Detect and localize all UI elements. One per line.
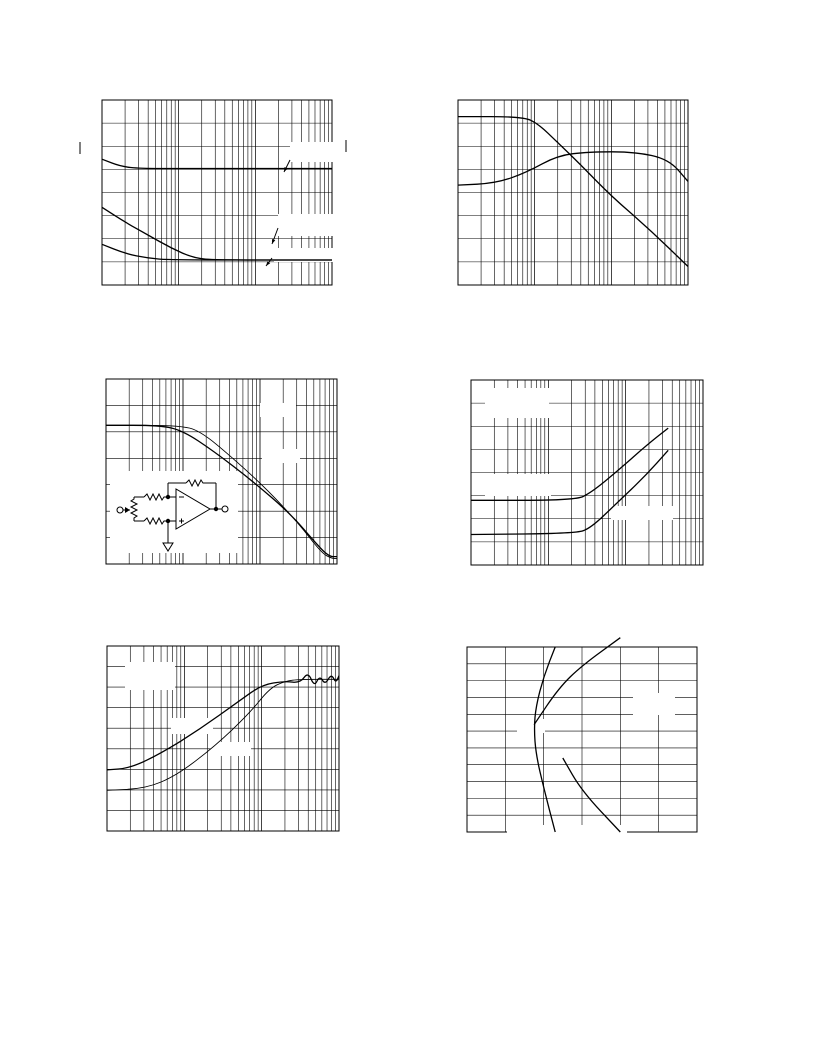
callout-label-box (262, 449, 300, 463)
chart-panel-4 (471, 380, 705, 566)
callout-label-box (278, 214, 364, 236)
chart-4 (471, 380, 705, 566)
output-terminal (222, 506, 228, 512)
plot-area (107, 646, 339, 831)
callout-label-box (290, 142, 352, 162)
callout-label-box (633, 693, 675, 715)
plot-area (471, 380, 703, 565)
chart-panel-3 (106, 379, 339, 566)
chart-3 (106, 379, 339, 566)
plot-area (102, 100, 364, 285)
callout-label-box (171, 718, 213, 734)
callout-label-box (507, 825, 627, 835)
output-node (214, 507, 218, 511)
callout-label-box (611, 506, 673, 520)
chart-6 (467, 647, 699, 833)
plot-area (467, 638, 697, 835)
callout-label-box (485, 474, 551, 496)
chart-panel-5 (107, 646, 341, 833)
chart-panel-6 (467, 647, 699, 833)
chart-2 (458, 100, 690, 286)
chart-panel-2 (458, 100, 690, 286)
callout-label-box (260, 403, 296, 417)
input-terminal (117, 507, 123, 513)
chart-panel-1 (78, 100, 336, 290)
callout-label-box (517, 719, 545, 733)
chart-1 (78, 100, 336, 290)
opamp-schematic (110, 471, 238, 553)
chart-5 (107, 646, 341, 833)
callout-label-box (485, 388, 549, 418)
callout-label-box (125, 662, 175, 690)
plot-area (458, 100, 688, 285)
